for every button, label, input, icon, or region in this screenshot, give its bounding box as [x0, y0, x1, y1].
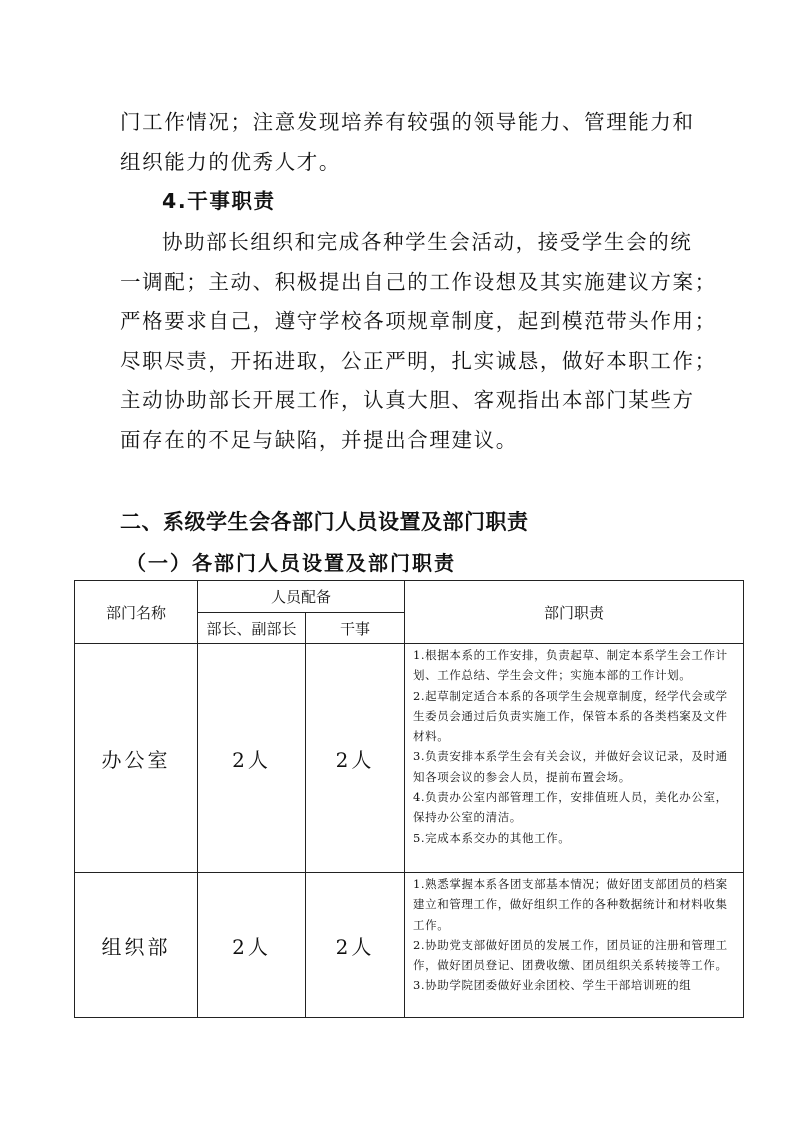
paragraph-line: 主动协助部长开展工作，认真大胆、客观指出本部门某些方: [120, 388, 695, 412]
head-count-cell: 2人: [198, 873, 306, 1018]
header-head: 部长、副部长: [198, 613, 306, 644]
duty-item: 3.协助学院团委做好业余团校、学生干部培训班的组: [413, 978, 692, 993]
duty-item: 1.熟悉掌握本系各团支部基本情况；做好团支部团员的档案建立和管理工作，做好组织工作的各种数据统计和材料收集工作。: [413, 877, 728, 932]
duties-cell: [405, 873, 744, 1018]
section-title: 二、系级学生会各部门人员设置及部门职责: [120, 510, 529, 534]
table-row: [75, 644, 744, 873]
duty-item: 4.负责办公室内部管理工作，安排值班人员，美化办公室，保持办公室的清洁。: [413, 790, 728, 825]
head-count-cell: 2人: [198, 644, 306, 873]
duty-item: 2.起草制定适合本系的各项学生会规章制度，经学代会或学生委员会通过后负责实施工作，保管本系的各类档案及文件材料。: [413, 688, 728, 744]
paragraph-line: 一调配；主动、积极提出自己的工作设想及其实施建议方案；: [120, 270, 717, 294]
dept-name-cell: 办公室: [75, 644, 198, 873]
staff-count-cell: 2人: [306, 644, 405, 873]
paragraph-line: 面存在的不足与缺陷，并提出合理建议。: [120, 428, 518, 452]
paragraph-line: 协助部长组织和完成各种学生会活动，接受学生会的统: [162, 230, 693, 254]
paragraph-line: 尽职尽责，开拓进取，公正严明，扎实诚恳，做好本职工作；: [120, 349, 717, 373]
header-staff: 干事: [306, 613, 405, 644]
paragraph-line: 组织能力的优秀人才。: [120, 150, 341, 174]
duty-item: 5.完成本系交办的其他工作。: [413, 830, 571, 845]
table-row: [75, 873, 744, 1018]
sub-title: （一）各部门人员设置及部门职责: [126, 551, 456, 575]
duty-item: 1.根据本系的工作安排，负责起草、制定本系学生会工作计划、工作总结、学生会文件；实施本部的工作计划。: [413, 648, 728, 683]
duty-item: 2.协助党支部做好团员的发展工作，团员证的注册和管理工作，做好团员登记、团费收缴、团员组织关系转接等工作。: [413, 937, 728, 973]
header-staffing: 人员配备: [198, 581, 405, 613]
header-dept-name: 部门名称: [75, 581, 198, 644]
header-row: [75, 581, 744, 613]
department-table: [74, 580, 744, 1018]
duty-item: 3.负责安排本系学生会有关会议，并做好会议记录，及时通知各项会议的参会人员，提前布置会场。: [413, 749, 728, 784]
paragraph-line: 严格要求自己，遵守学校各项规章制度，起到模范带头作用；: [120, 309, 717, 333]
paragraph-line: 门工作情况；注意发现培养有较强的领导能力、管理能力和: [120, 110, 695, 134]
dept-name-cell: 组织部: [75, 873, 198, 1018]
duty-heading: 4.干事职责: [162, 189, 276, 213]
header-duties: 部门职责: [405, 581, 744, 644]
duties-cell: [405, 644, 744, 873]
staff-count-cell: 2人: [306, 873, 405, 1018]
